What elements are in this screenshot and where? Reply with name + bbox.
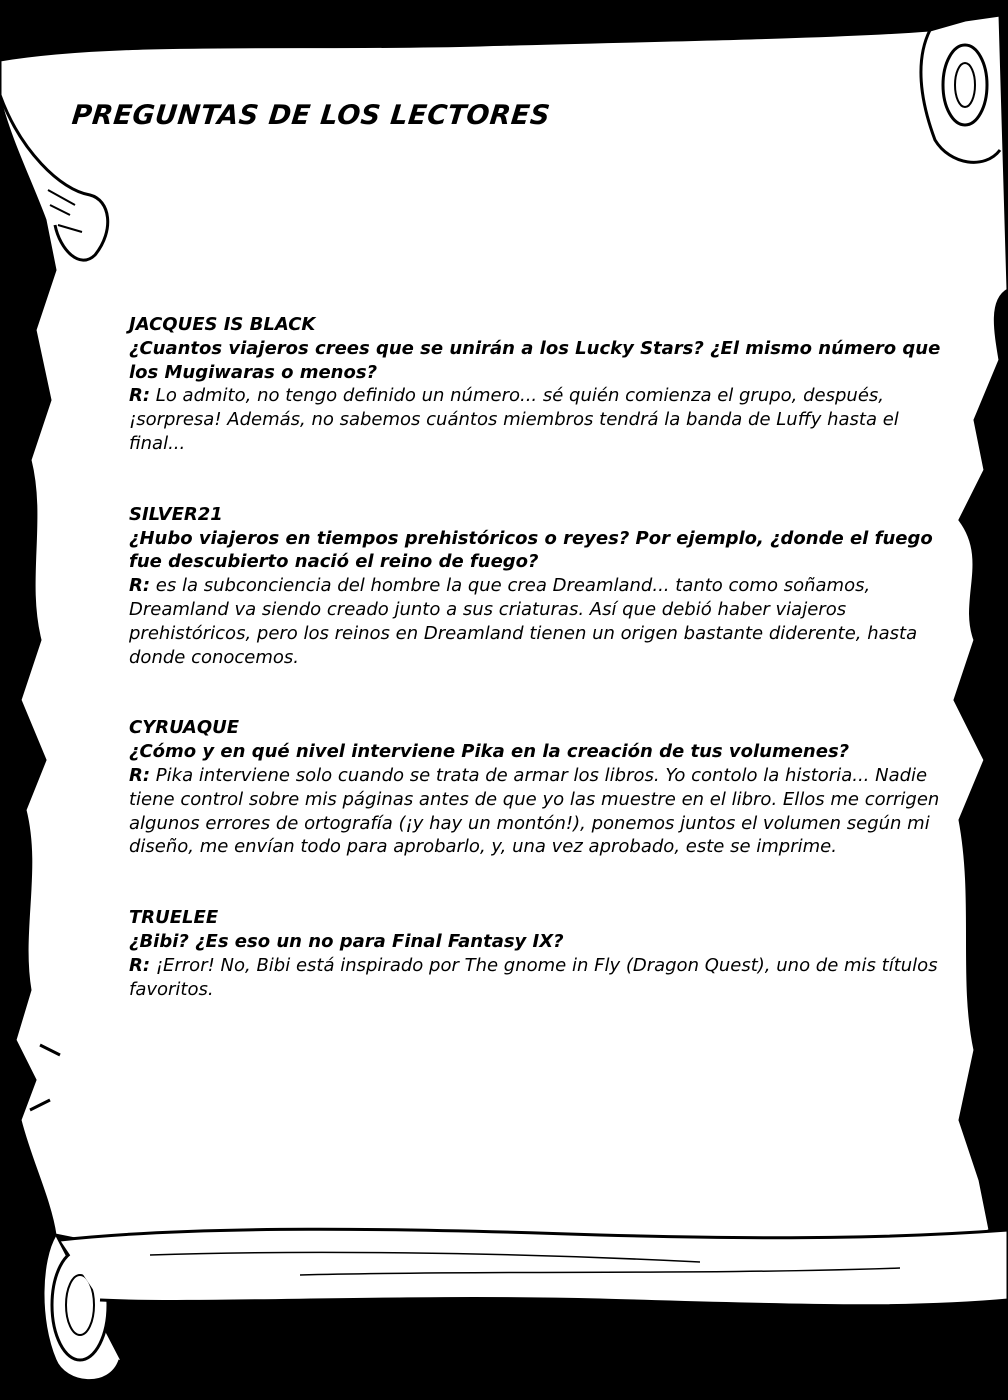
author-answer bbox=[129, 384, 959, 455]
reader-question: ¿Hubo viajeros en tiempos prehistóricos o reyes? Por ejemplo, ¿donde el fuego fue descubierto nació el reino de fuego? bbox=[129, 527, 933, 573]
answer-prefix: R: bbox=[129, 575, 151, 597]
qa-entry bbox=[129, 716, 959, 859]
qa-entry bbox=[129, 313, 959, 456]
answer-prefix: R: bbox=[129, 385, 151, 407]
answer-prefix: R: bbox=[129, 954, 151, 976]
reader-question: ¿Cuantos viajeros crees que se unirán a los Lucky Stars? ¿El mismo número que los Mugiwaras o menos? bbox=[129, 337, 941, 383]
reader-question: ¿Bibi? ¿Es eso un no para Final Fantasy IX? bbox=[129, 930, 564, 952]
reader-name: TRUELEE bbox=[129, 907, 219, 929]
page-title: PREGUNTAS DE LOS LECTORES bbox=[70, 100, 552, 131]
answer-text: ¡Error! No, Bibi está inspirado por The gnome in Fly (Dragon Quest), uno de mis títulos favoritos. bbox=[129, 954, 938, 1000]
reader-questions-list bbox=[129, 313, 959, 1048]
author-answer bbox=[129, 764, 959, 859]
reader-name: JACQUES IS BLACK bbox=[129, 314, 316, 335]
reader-name: CYRUAQUE bbox=[129, 717, 240, 739]
answer-text: es la subconciencia del hombre la que crea Dreamland... tanto como soñamos, Dreamland va siendo creado junto a sus criaturas. Así que debió haber viajeros prehistóricos, pero los reinos en Dreamland tienen un origen bastante diderente, hasta donde conocemos. bbox=[129, 575, 918, 668]
author-answer bbox=[129, 574, 959, 669]
reader-name: SILVER21 bbox=[129, 503, 223, 525]
answer-text: Lo admito, no tengo definido un número... sé quién comienza el grupo, después, ¡sorpresa! Además, no sabemos cuántos miembros tendrá la banda de Luffy hasta el final... bbox=[129, 385, 899, 454]
reader-question: ¿Cómo y en qué nivel interviene Pika en la creación de tus volumenes? bbox=[129, 741, 850, 763]
author-answer bbox=[129, 954, 959, 1002]
qa-entry bbox=[129, 503, 959, 670]
answer-text: Pika interviene solo cuando se trata de armar los libros. Yo contolo la historia... Nadie tiene control sobre mis páginas antes de que yo las muestre en el libro. Ellos me corrigen algunos errores de ortografía (¡y hay un montón!), ponemos juntos el volumen según mi diseño, me envían todo para aprobarlo, y, una vez aprobado, este se imprime. bbox=[129, 764, 940, 858]
answer-prefix: R: bbox=[129, 764, 151, 786]
qa-entry bbox=[129, 906, 959, 1001]
